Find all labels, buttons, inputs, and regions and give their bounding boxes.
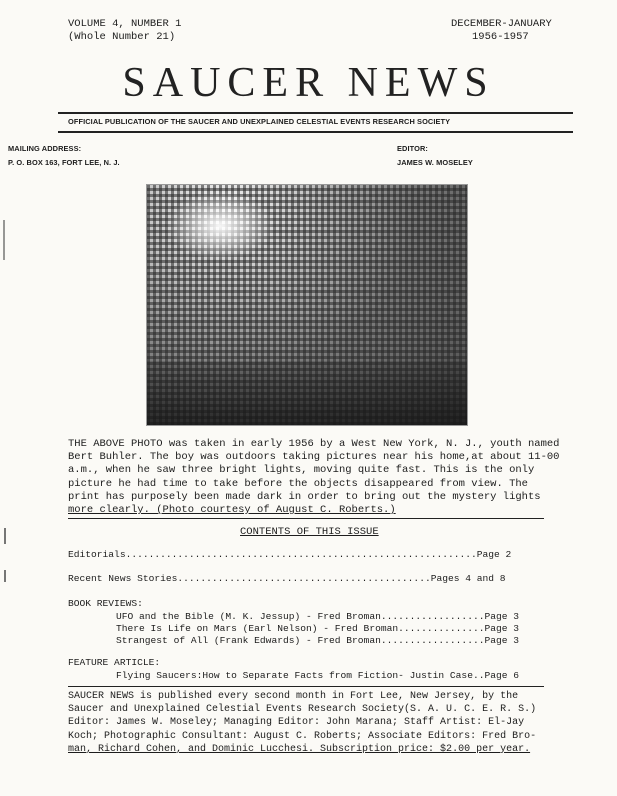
society-subtitle: OFFICIAL PUBLICATION OF THE SAUCER AND UNEXPLAINED CELESTIAL EVENTS RESEARCH SOCIETY [68, 117, 451, 126]
caption-line: THE ABOVE PHOTO was taken in early 1956 by a West New York, N. J., youth named [68, 438, 560, 450]
masthead-title: SAUCER NEWS [122, 60, 495, 106]
footer-line: Saucer and Unexplained Celestial Events Research Society(S. A. U. C. E. R. S.) [68, 704, 537, 716]
caption-line: picture he had time to take before the objects disappeared from view. The [68, 477, 528, 490]
margin-mark [4, 528, 6, 544]
toc-feature-item: Flying Saucers:How to Separate Facts from Fiction- Justin Case..Page 6 [116, 670, 520, 681]
footer-line: Editor: James W. Moseley; Managing Editor: John Marana; Staff Artist: El-Jay [68, 717, 525, 729]
photo-bright-light [165, 191, 275, 261]
issue-years: 1956-1957 [472, 31, 529, 43]
margin-mark [4, 570, 6, 582]
whole-number: (Whole Number 21) [68, 31, 176, 43]
editor-name: JAMES W. MOSELEY [397, 158, 473, 167]
toc-review-item: UFO and the Bible (M. K. Jessup) - Fred Broman..................Page 3 [116, 611, 520, 622]
mailing-label: MAILING ADDRESS: [8, 144, 82, 153]
toc-feature-label: FEATURE ARTICLE: [68, 657, 161, 668]
margin-mark [3, 220, 5, 260]
caption-line: more clearly. (Photo courtesy of August C. Roberts.) [68, 504, 396, 517]
toc-recent-news: Recent News Stories............................................Pages 4 and 8 [68, 573, 506, 584]
footer-line: Koch; Photographic Consultant: August C. Roberts; Associate Editors: Fred Bro- [68, 730, 537, 742]
mailing-address: P. O. BOX 163, FORT LEE, N. J. [8, 158, 120, 167]
editor-label: EDITOR: [397, 144, 428, 153]
photo-caption [68, 438, 559, 517]
contents-heading: CONTENTS OF THIS ISSUE [240, 526, 379, 538]
footer-line: SAUCER NEWS is published every second month in Fort Lee, New Jersey, by the [68, 691, 519, 702]
toc-book-reviews-label: BOOK REVIEWS: [68, 598, 143, 609]
caption-line: a.m., when he saw three bright lights, moving quite fast. This is the only [68, 464, 535, 477]
footer-line: man, Richard Cohen, and Dominic Lucchesi. Subscription price: $2.00 per year. [68, 743, 531, 755]
photo-horizon [147, 361, 467, 425]
caption-rule [68, 518, 544, 519]
masthead-rule-top [58, 112, 573, 114]
masthead-rule-bottom [58, 131, 573, 133]
toc-editorials: Editorials.............................................................Page 2 [68, 549, 512, 560]
caption-line: Bert Buhler. The boy was outdoors taking pictures near his home,at about 11-00 [68, 451, 560, 464]
ufo-photograph [146, 184, 468, 426]
toc-review-item: There Is Life on Mars (Earl Nelson) - Fred Broman...............Page 3 [116, 623, 520, 634]
publication-info [68, 690, 536, 756]
volume-number: VOLUME 4, NUMBER 1 [68, 18, 182, 30]
toc-review-item: Strangest of All (Frank Edwards) - Fred Broman..................Page 3 [116, 635, 520, 646]
issue-date: DECEMBER-JANUARY [451, 18, 552, 30]
caption-line: print has purposely been made dark in order to bring out the mystery lights [68, 490, 541, 503]
footer-rule [68, 686, 544, 687]
